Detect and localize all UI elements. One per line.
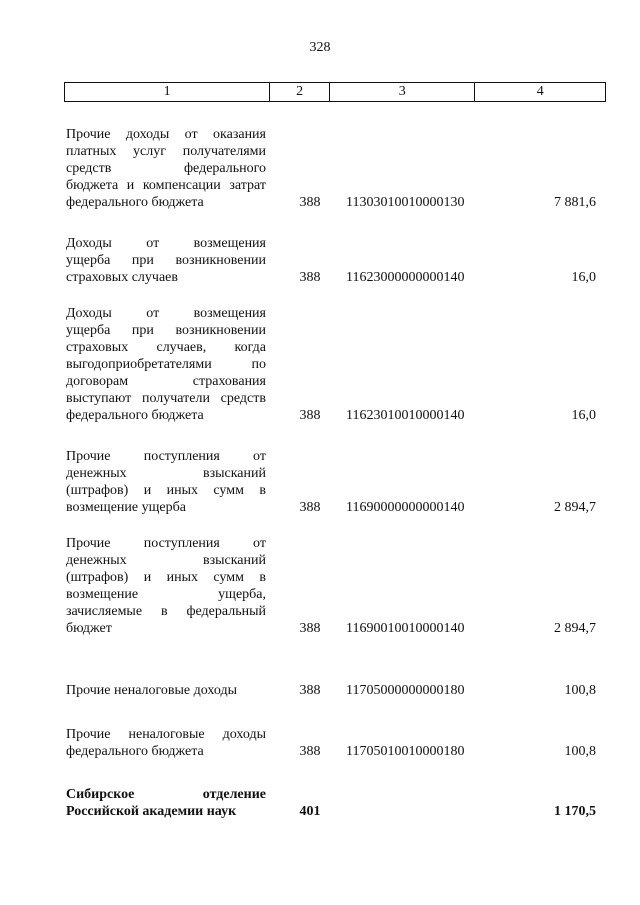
row-name-line: Прочие поступления от xyxy=(66,449,266,464)
row-name-line: договорам страхования xyxy=(66,374,266,389)
row-kbk: 11303010010000130 xyxy=(346,195,465,210)
row-name-line: федерального бюджета xyxy=(66,744,204,759)
header-col-1: 1 xyxy=(65,83,270,101)
row-amount: 1 170,5 xyxy=(554,804,596,819)
row-code: 388 xyxy=(299,683,321,698)
row-name-line: денежных взысканий xyxy=(66,466,266,481)
row-amount: 7 881,6 xyxy=(554,195,596,210)
row-name xyxy=(66,126,266,211)
row-kbk: 11690010010000140 xyxy=(346,621,465,636)
row-name xyxy=(66,535,266,637)
row-code: 388 xyxy=(299,621,321,636)
row-amount: 100,8 xyxy=(564,683,596,698)
row-amount: 2 894,7 xyxy=(554,621,596,636)
row-name-line: выступают получатели средств xyxy=(66,391,266,406)
row-name-line: платных услуг получателями xyxy=(66,144,266,159)
row-amount: 100,8 xyxy=(564,744,596,759)
row-name-line: ущерба при возникновении xyxy=(66,323,266,338)
row-name-line: бюджета и компенсации затрат xyxy=(66,178,266,193)
row-amount: 16,0 xyxy=(571,270,596,285)
row-kbk: 11623000000000140 xyxy=(346,270,465,285)
row-name-line: Прочие доходы от оказания xyxy=(66,127,266,142)
page-number: 328 xyxy=(309,40,331,55)
row-name-line: выгодоприобретателями по xyxy=(66,357,266,372)
row-name xyxy=(66,305,266,424)
row-kbk: 11705000000000180 xyxy=(346,683,465,698)
row-name-line: Прочие поступления от xyxy=(66,536,266,551)
row-name-line: зачисляемые в федеральный xyxy=(66,604,266,619)
row-name xyxy=(66,786,266,820)
row-name-line: страховых случаев, когда xyxy=(66,340,266,355)
row-name-line: денежных взысканий xyxy=(66,553,266,568)
row-code: 388 xyxy=(299,408,321,423)
row-name-line: (штрафов) и иных сумм в xyxy=(66,570,266,585)
row-name xyxy=(66,448,266,516)
row-name-line: Российской академии наук xyxy=(66,804,237,819)
row-code: 388 xyxy=(299,195,321,210)
row-kbk: 11690000000000140 xyxy=(346,500,465,515)
row-name-line: Доходы от возмещения xyxy=(66,236,266,251)
row-name-line: (штрафов) и иных сумм в xyxy=(66,483,266,498)
row-amount: 16,0 xyxy=(571,408,596,423)
row-code: 388 xyxy=(299,270,321,285)
row-name-line: Прочие неналоговые доходы xyxy=(66,683,238,698)
row-name-line: средств федерального xyxy=(66,161,266,176)
row-code: 401 xyxy=(299,804,321,819)
header-col-4: 4 xyxy=(536,84,544,99)
row-name-line: федерального бюджета xyxy=(66,195,204,210)
row-name-line: Сибирское отделение xyxy=(66,787,266,802)
row-name xyxy=(66,682,266,699)
row-name-line: страховых случаев xyxy=(66,270,178,285)
row-name-line: Прочие неналоговые доходы xyxy=(66,727,266,742)
row-kbk: 11705010010000180 xyxy=(346,744,465,759)
row-name-line: ущерба при возникновении xyxy=(66,253,266,268)
header-col-3: 3 xyxy=(330,83,475,101)
row-name-line: бюджет xyxy=(66,621,112,636)
row-name-line: возмещение ущерба xyxy=(66,500,186,515)
row-name xyxy=(66,726,266,760)
row-name xyxy=(66,235,266,286)
row-name-line: Доходы от возмещения xyxy=(66,306,266,321)
row-name-line: федерального бюджета xyxy=(66,408,204,423)
header-col-2: 2 xyxy=(270,83,330,101)
row-code: 388 xyxy=(299,744,321,759)
row-kbk: 11623010010000140 xyxy=(346,408,465,423)
table-header xyxy=(64,82,606,102)
row-name-line: возмещение ущерба, xyxy=(66,587,266,602)
row-code: 388 xyxy=(299,500,321,515)
row-amount: 2 894,7 xyxy=(554,500,596,515)
